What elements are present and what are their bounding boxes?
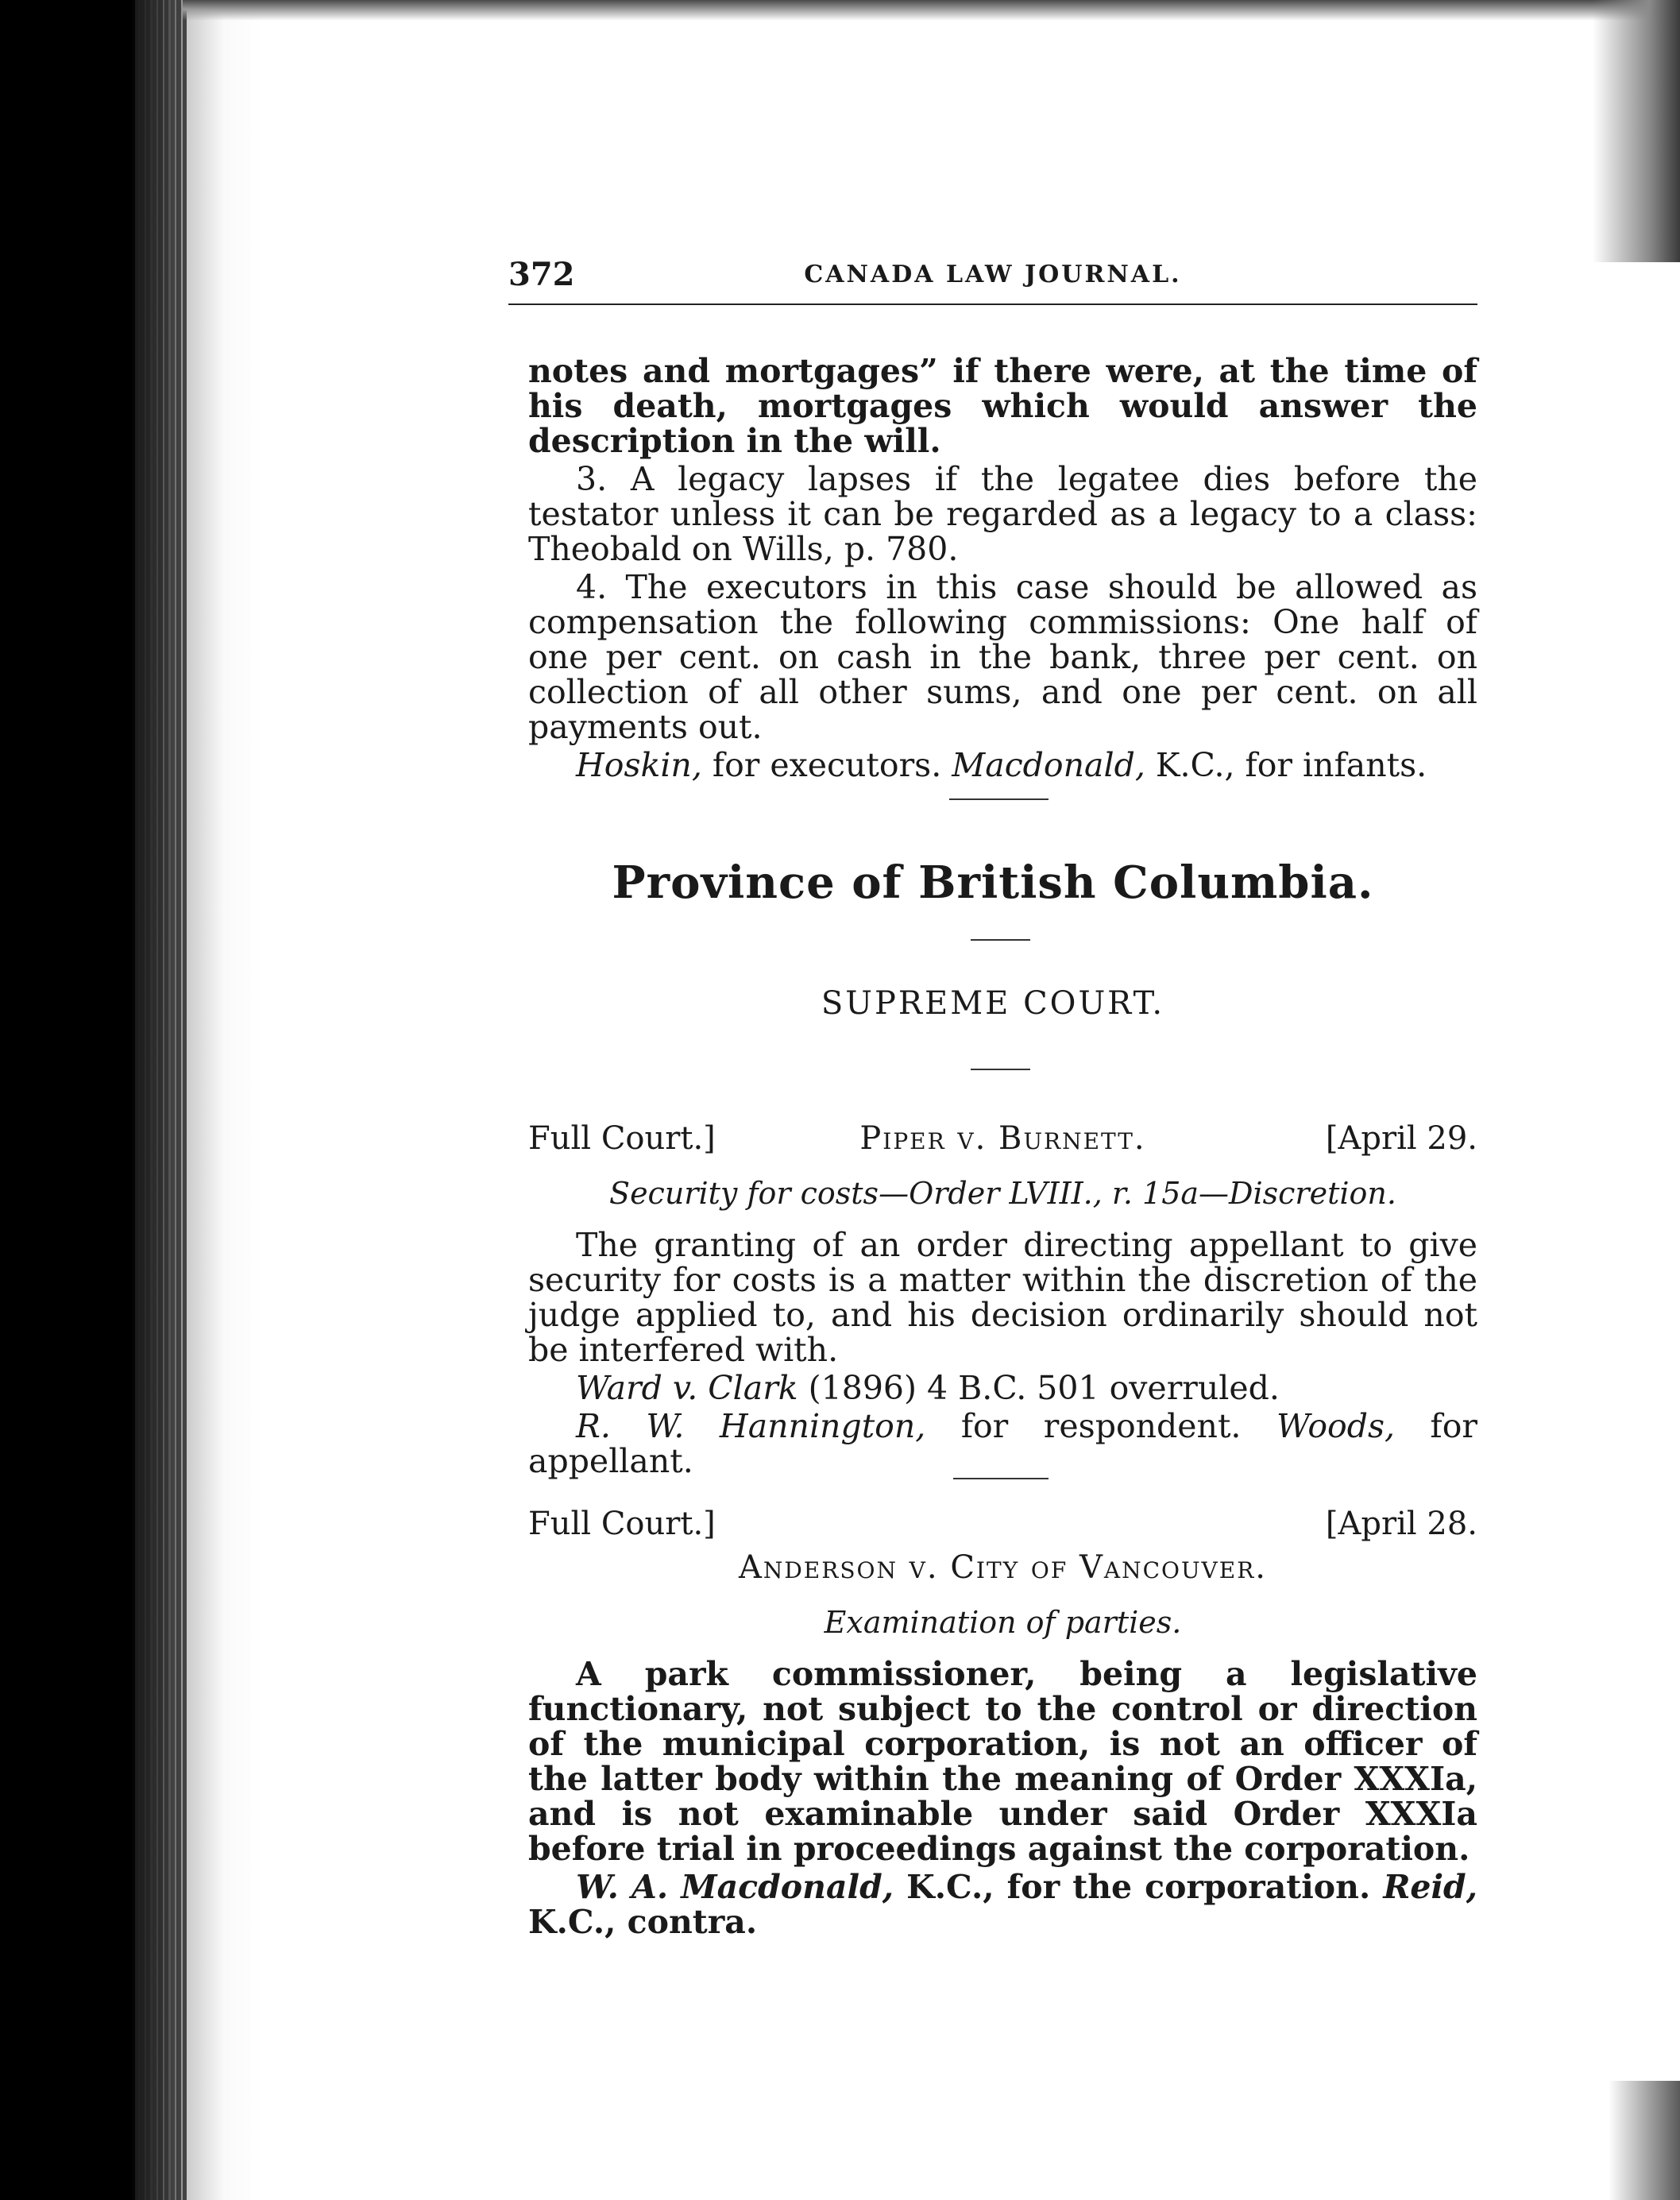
counsel-name: Woods, bbox=[1276, 1407, 1396, 1445]
binding-fade bbox=[135, 0, 262, 2200]
case1-holding: The granting of an order directing appellant to give security for costs is a matter within the discretion of the judge applied to, and his decision ordinarily should not be interfered with. bbox=[528, 1226, 1477, 1369]
paragraph-continued: notes and mortgages” if there were, at the time of his death, mortgages which would answer the description in the will. bbox=[528, 352, 1477, 460]
case1-title: Piper v. Burnett. bbox=[859, 1120, 1146, 1157]
paragraph-3: 3. A legacy lapses if the legatee dies before the testator unless it can be regarded as a legacy to a class: Theobald on Wills, p. 780. bbox=[528, 460, 1477, 568]
case1-date: [April 29. bbox=[1325, 1120, 1477, 1157]
right-edge-shadow bbox=[1593, 0, 1680, 262]
counsel-name: W. A. Macdonald, bbox=[576, 1868, 894, 1906]
divider bbox=[971, 939, 1030, 941]
case2-subject: Examination of parties. bbox=[824, 1605, 1182, 1640]
case2-court: Full Court.] bbox=[528, 1506, 716, 1542]
case2-heading bbox=[528, 1506, 1477, 1545]
divider bbox=[971, 1069, 1030, 1070]
case1-subject: Security for costs—Order LVIII., r. 15a—Discretion. bbox=[609, 1176, 1396, 1211]
top-edge-shadow bbox=[183, 0, 1680, 21]
paragraph-4: 4. The executors in this case should be allowed as compensation the following commissions: One half of one per cent. on cash in the bank, three per cent. on collection of all other sums, and one per cent. on all payments out. bbox=[528, 568, 1477, 746]
case2-body bbox=[528, 1657, 1477, 1939]
counsel-name: Hoskin, bbox=[576, 746, 702, 784]
court-title: SUPREME COURT. bbox=[821, 985, 1165, 1022]
section-title: Province of British Columbia. bbox=[612, 856, 1374, 909]
page-number: 372 bbox=[508, 256, 575, 293]
running-header bbox=[508, 256, 1477, 305]
case2-title: Anderson v. City of Vancouver. bbox=[738, 1549, 1268, 1586]
case1-body bbox=[528, 1228, 1477, 1479]
bottom-edge-shadow bbox=[1609, 2081, 1680, 2200]
counsel-name: Reid, bbox=[1383, 1868, 1477, 1906]
divider bbox=[949, 798, 1049, 800]
counsel-line: Hoskin, for executors. Macdonald, K.C., for infants. bbox=[576, 746, 1427, 784]
case2-holding: A park commissioner, being a legislative functionary, not subject to the control or direction of the municipal corporation, is not an officer of the latter body within the meaning of Order XXXIa, and is not examinable under said Order XXXIa before trial in proceedings against the corporation. bbox=[528, 1655, 1477, 1868]
case1-citation: Ward v. Clark (1896) 4 B.C. 501 overruled. bbox=[576, 1369, 1280, 1407]
case1-court: Full Court.] bbox=[528, 1120, 716, 1157]
counsel-name: Macdonald, bbox=[952, 746, 1145, 784]
continued-case-body bbox=[528, 354, 1477, 783]
case2-title-line bbox=[528, 1549, 1477, 1589]
case1-counsel: R. W. Hannington, for respondent. Woods, for appellant. bbox=[528, 1407, 1477, 1480]
case2-date: [April 28. bbox=[1325, 1506, 1477, 1542]
case1-heading bbox=[528, 1120, 1477, 1160]
counsel-name: R. W. Hannington, bbox=[576, 1407, 926, 1445]
case2-counsel: W. A. Macdonald, K.C., for the corporation. Reid, K.C., contra. bbox=[528, 1868, 1477, 1941]
divider bbox=[953, 1478, 1049, 1479]
journal-title: CANADA LAW JOURNAL. bbox=[804, 261, 1182, 288]
